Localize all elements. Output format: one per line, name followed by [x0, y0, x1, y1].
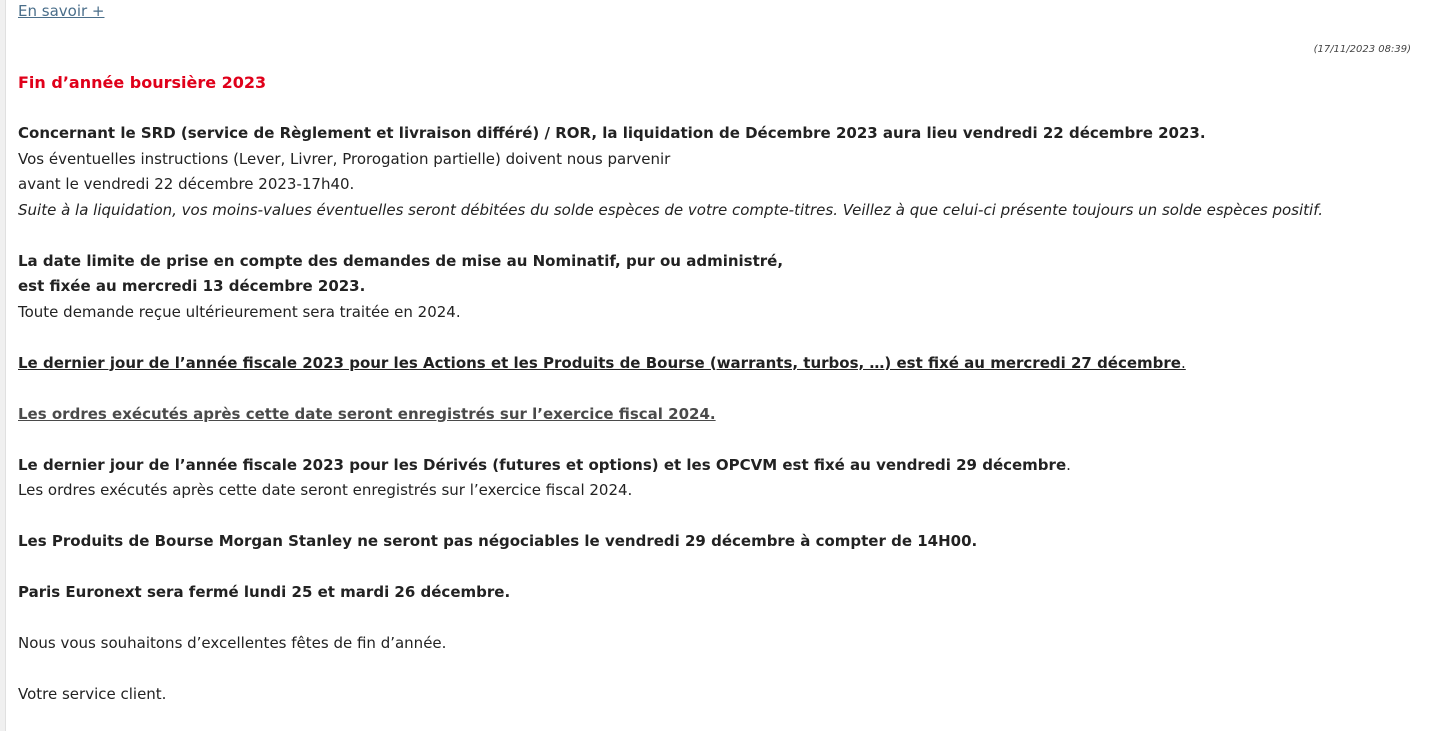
nominatif-line3: Toute demande reçue ultérieurement sera traitée en 2024. — [18, 302, 461, 321]
euronext-notice: Paris Euronext sera fermé lundi 25 et mardi 26 décembre. — [18, 583, 511, 601]
fiscal-derives-text: Le dernier jour de l’année fiscale 2023 pour les Dérivés (futures et options) et les OPCVM est fixé au vendredi 29 décembre — [18, 455, 1067, 474]
fiscal-actions-suffix: . — [1180, 353, 1186, 372]
greeting: Nous vous souhaitons d’excellentes fêtes de fin d’année. — [18, 634, 447, 652]
srd-note: Suite à la liquidation, vos moins-values éventuelles seront débitées du solde espèces de votre compte-titres. Veillez à que celui-ci présente toujours un solde espèces positif. — [18, 200, 1323, 219]
fiscal-derives-suffix: . — [1066, 455, 1071, 474]
nominatif-line2: est fixée au mercredi 13 décembre 2023. — [18, 277, 366, 295]
news-timestamp: (17/11/2023 08:39) — [1313, 44, 1411, 55]
learn-more-link[interactable]: En savoir + — [18, 2, 105, 20]
fiscal-actions-headline — [18, 351, 1418, 377]
fiscal-actions-note: Les ordres exécutés après cette date seront enregistrés sur l’exercice fiscal 2024. — [18, 404, 716, 423]
news-panel — [5, 0, 1431, 731]
morgan-stanley-notice: Les Produits de Bourse Morgan Stanley ne seront pas négociables le vendredi 29 décembre à compter de 14H00. — [18, 532, 978, 550]
srd-instructions-line2: avant le vendredi 22 décembre 2023-17h40. — [18, 175, 355, 193]
fiscal-derives-note: Les ordres exécutés après cette date seront enregistrés sur l’exercice fiscal 2024. — [18, 481, 633, 499]
article-title: Fin d’année boursière 2023 — [18, 73, 267, 92]
fiscal-actions-text: Le dernier jour de l’année fiscale 2023 pour les Actions et les Produits de Bourse (warrants, turbos, …) est fixé au mercredi 27 décembre — [18, 353, 1181, 372]
fiscal-derives-headline — [18, 453, 1418, 479]
srd-headline: Concernant le SRD (service de Règlement et livraison différé) / ROR, la liquidation de Décembre 2023 aura lieu vendredi 22 décembre 2023. — [18, 124, 1206, 142]
signature: Votre service client. — [18, 685, 167, 703]
srd-instructions-line1: Vos éventuelles instructions (Lever, Livrer, Prorogation partielle) doivent nous parvenir — [18, 149, 671, 168]
news-article — [18, 70, 1418, 708]
nominatif-line1: La date limite de prise en compte des demandes de mise au Nominatif, pur ou administré, — [18, 251, 784, 270]
